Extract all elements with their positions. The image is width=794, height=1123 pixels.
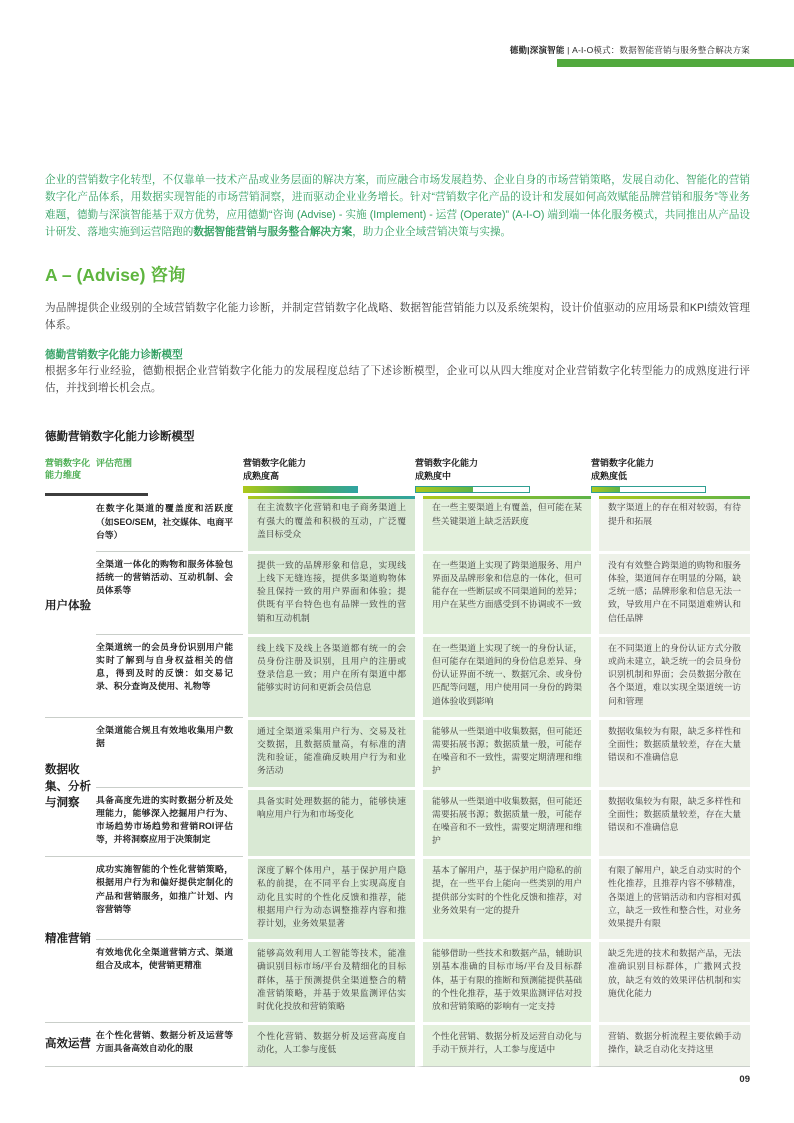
- section-paragraph-1: 为品牌提供企业级别的全域营销数字化能力诊断，并制定营销数字化战略、数据智能营销能力以及系统架构，设计价值驱动的应用场景和KPI绩效管理体系。: [45, 302, 750, 332]
- table-row: [45, 496, 750, 551]
- group-label-user-experience: 用户体验: [45, 600, 91, 613]
- cell-scope: 在个性化营销、数据分析及运营等方面具备高效自动化的服: [96, 1022, 243, 1066]
- column-header-maturity-low: [591, 457, 750, 496]
- cell-low: 在不同渠道上的身份认证方式分散或尚未建立，缺乏统一的会员身份识别机制和界面；会员数据分散在各个渠道，难以实现全渠道统一访问和管理: [591, 634, 750, 717]
- maturity-bar-low: [591, 486, 706, 493]
- main-content: [45, 172, 750, 1067]
- table-row: [45, 856, 750, 939]
- cell-scope: 全渠道统一的会员身份识别用户能实时了解到与自身权益相关的信息，得到及时的反馈：如交易记录、积分查询及使用、礼物等: [96, 634, 243, 717]
- cell-high: 提供一致的品牌形象和信息，实现线上线下无缝连接，提供多渠道购物体验且保持一致的用户界面和体验；提供既有平台特色也有品牌一致性的营销和互动机制: [243, 551, 415, 634]
- table-row: [45, 717, 750, 787]
- section-paragraph-2: 根据多年行业经验，德勤根据企业营销数字化能力的发展程度总结了下述诊断模型，企业可以从四大维度对企业营销数字化转型能力的成熟度进行评估，并找到增长机会点。: [45, 364, 750, 394]
- header-separator: |: [564, 45, 573, 55]
- cell-high: 能够高效利用人工智能等技术，能准确识别目标市场/平台及精细化的目标群体，基于预测提供全渠道整合的精准营销策略，并基于效果监测评估实时优化投放和营销策略: [243, 939, 415, 1022]
- cell-low: 营销、数据分析流程主要依赖手动操作，缺乏自动化支持这里: [591, 1022, 750, 1066]
- cell-low: 数字渠道上的存在相对较弱，有待提升和拓展: [591, 496, 750, 551]
- cell-mid: 能够借助一些技术和数据产品，辅助识别基本准确的目标市场/平台及目标群体，基于有限的推断和预测能提供基础的个性化推荐，基于效果监测评估对投放和营销策略的影响有一定支持: [415, 939, 591, 1022]
- intro-text-end: ，助力企业全域营销决策与实操。: [352, 225, 512, 238]
- table-title: 德勤营销数字化能力诊断模型: [45, 431, 195, 444]
- maturity-bar-mid-fill: [416, 487, 473, 492]
- column-header-scope: 评估范围: [96, 458, 133, 469]
- group-label-efficient-operation: 高效运营: [45, 1022, 96, 1066]
- cell-low: 没有有效整合跨渠道的购物和服务体验，渠道间存在明显的分隔，缺乏统一感；品牌形象和信息无法一致，导致用户在不同渠道难辨认和信任品牌: [591, 551, 750, 634]
- maturity-high-label: 营销数字化能力 成熟度高: [243, 458, 307, 481]
- maturity-bar-mid: [415, 486, 530, 493]
- maturity-low-label: 营销数字化能力 成熟度低: [591, 458, 655, 481]
- cell-high: 通过全渠道采集用户行为、交易及社交数据，且数据质量高，有标准的清洗和验证，能准确反映用户行为和业务活动: [243, 717, 415, 787]
- section-subheading: 德勤营销数字化能力诊断模型: [45, 348, 183, 361]
- cell-mid: 基本了解用户，基于保护用户隐私的前提，在一些平台上能向一些类别的用户提供部分实时的个性化反馈和推荐，对业务效果有一定的提升: [415, 856, 591, 939]
- cell-high: 线上线下及线上各渠道都有统一的会员身份注册及识别，且用户的注册或登录信息一致；用户在所有渠道中都能够实时访问和更新会员信息: [243, 634, 415, 717]
- cell-low: 缺乏先进的技术和数据产品，无法准确识别目标群体，广撒网式投放，缺乏有效的效果评估机制和实施优化能力: [591, 939, 750, 1022]
- cell-mid: 在一些渠道上实现了统一的身份认证，但可能存在渠道间的身份信息差异、身份认证界面不统一、数据冗余、或身份匹配等问题，用户使用同一身份的跨渠道体验收到影响: [415, 634, 591, 717]
- cell-mid: 个性化营销、数据分析及运营自动化与手动干预并行，人工参与度适中: [415, 1022, 591, 1066]
- intro-bold-text: 数据智能营销与服务整合解决方案: [193, 225, 353, 238]
- table-row: [45, 1022, 750, 1066]
- header-accent-bar: [557, 59, 794, 67]
- cell-scope: 在数字化渠道的覆盖度和活跃度（如SEO/SEM，社交媒体、电商平台等）: [96, 503, 233, 540]
- intro-paragraph: [45, 172, 750, 241]
- cell-mid: 在一些渠道上实现了跨渠道服务、用户界面及品牌形象和信息的一体化，但可能存在一些断层或不同渠道间的差异；用户在某些方面感受到不协调或不一致: [415, 551, 591, 634]
- section-heading: A – (Advise) 咨询: [45, 265, 186, 286]
- cell-scope: 有效地优化全渠道营销方式、渠道组合及成本，使营销更精准: [96, 939, 243, 1022]
- cell-scope: 成功实施智能的个性化营销策略，根据用户行为和偏好提供定制化的产品和营销服务，如推广计划、内容营销等: [96, 856, 243, 939]
- maturity-bar-low-fill: [592, 487, 620, 492]
- intro-text: 企业的营销数字化转型，不仅靠单一技术产品或业务层面的解决方案，而应融合市场发展趋势、企业自身的市场营销策略，发展自动化、智能化的营销数字化产品体系，用数据实现智能的市场营销洞察，进而驱动企业业务增长。针对“营销数字化产品的设计和发展如何高效赋能品牌营销和服务”等业务难题，德勤与深演智能基于双方优势，应用德勤“咨询 (Advise) - 实施 (Implement) - 运营 (Operate)” (A-I-O) 端到端一体化服务模式，共同推出从产品设计研发、落地实施到运营陪跑的: [45, 174, 750, 238]
- cell-mid: 能够从一些渠道中收集数据，但可能还需要拓展书源；数据质量一般，可能存在噪音和不一致性，需要定期清理和维护: [415, 717, 591, 787]
- cell-scope: 全渠道能合规且有效地收集用户数据: [96, 717, 243, 787]
- cell-scope: 具备高度先进的实时数据分析及处理能力，能够深入挖掘用户行为、市场趋势市场趋势和营销ROI评估等，并将洞察应用于决策制定: [96, 787, 243, 857]
- cell-high: 个性化营销、数据分析及运营高度自动化，人工参与度低: [243, 1022, 415, 1066]
- cell-high: 具备实时处理数据的能力，能够快速响应用户行为和市场变化: [243, 787, 415, 857]
- table-header-row: [45, 457, 750, 496]
- cell-high: 深度了解个体用户，基于保护用户隐私的前提，在不同平台上实现高度自动化且实时的个性化反馈和推荐，能根据用户行为动态调整推荐内容和推荐计划，业务效果显著: [243, 856, 415, 939]
- header-brand: 德勤|深演智能: [509, 45, 565, 55]
- page-header: [510, 44, 750, 56]
- table-row: [45, 551, 750, 634]
- cell-low: 有限了解用户，缺乏自动实时的个性化推荐，且推荐内容不够精准，各渠道上的营销活动和内容相对孤立，缺乏一致性和整合性，对业务效果提升有限: [591, 856, 750, 939]
- column-header-maturity-high: [243, 457, 415, 496]
- cell-mid: 能够从一些渠道中收集数据，但可能还需要拓展书源；数据质量一般，可能存在噪音和不一致性，需要定期清理和维护: [415, 787, 591, 857]
- table-row: [45, 939, 750, 1022]
- maturity-bar-high: [243, 486, 358, 493]
- group-label-precision-marketing: 精准营销: [45, 856, 96, 1022]
- header-subtitle: A-I-O模式：数据智能营销与服务整合解决方案: [572, 45, 750, 55]
- diagnostic-model-table: [45, 457, 750, 1066]
- cell-low: 数据收集较为有限，缺乏多样性和全面性；数据质量较差，存在大量错误和不准确信息: [591, 787, 750, 857]
- cell-mid: 在一些主要渠道上有覆盖，但可能在某些关键渠道上缺乏活跃度: [415, 496, 591, 551]
- group-label-data-insight: 数据收集、分析与洞察: [45, 717, 96, 857]
- page-number: 09: [739, 1074, 750, 1085]
- column-header-maturity-mid: [415, 457, 591, 496]
- table-row: [45, 634, 750, 717]
- cell-low: 数据收集较为有限，缺乏多样性和全面性；数据质量较差，存在大量错误和不准确信息: [591, 717, 750, 787]
- column-header-dimension: 营销数字化 能力维度: [45, 457, 96, 496]
- maturity-mid-label: 营销数字化能力 成熟度中: [415, 458, 479, 481]
- cell-scope: 全渠道一体化的购物和服务体验包括统一的营销活动、互动机制、会员体系等: [96, 551, 243, 634]
- table-row: [45, 787, 750, 857]
- cell-high: 在主流数字化营销和电子商务渠道上有强大的覆盖和积极的互动，广泛覆盖目标受众: [243, 496, 415, 551]
